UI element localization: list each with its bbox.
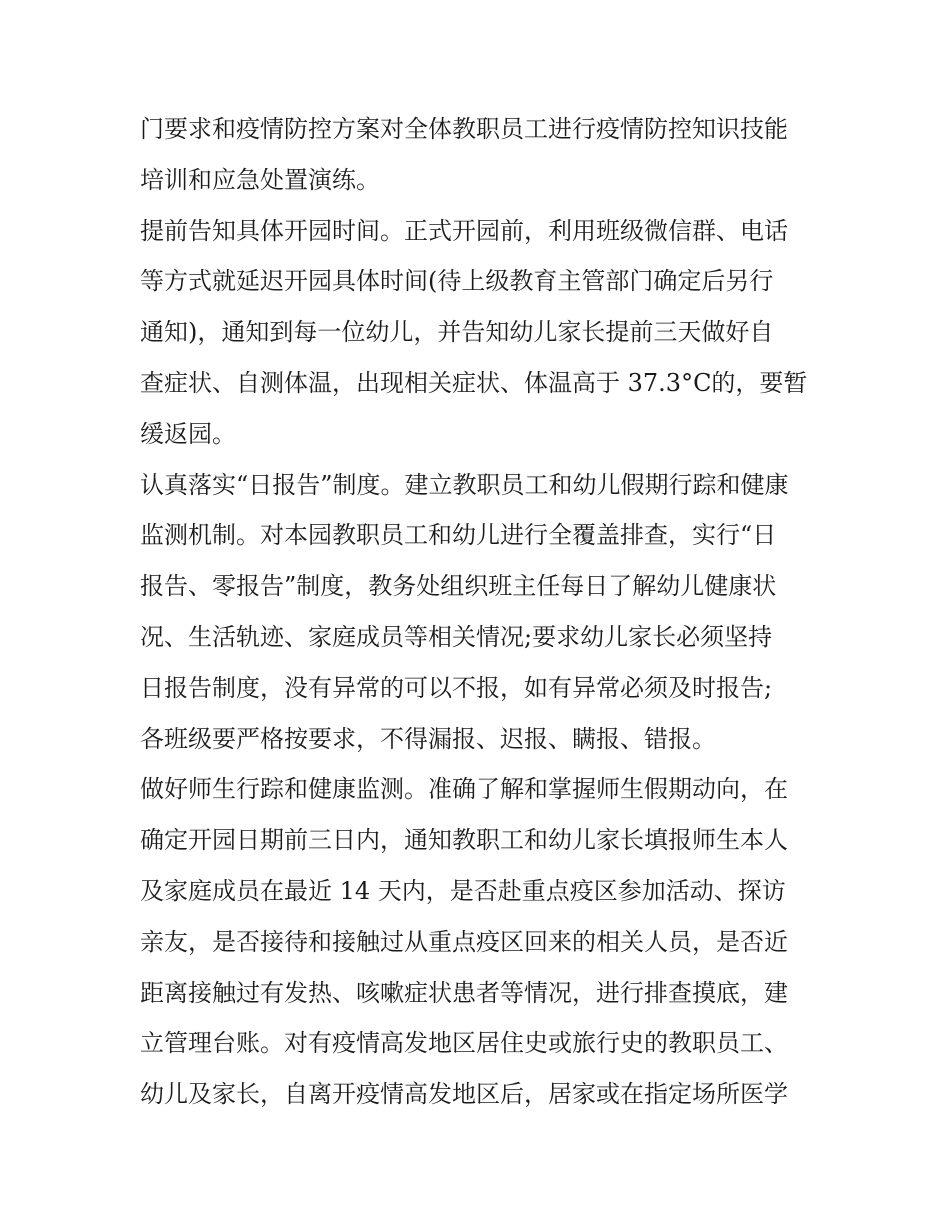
text-line: 查症状、自测体温，出现相关症状、体温高于 37.3°C的，要暂 (140, 368, 808, 397)
text-line: 各班级要严格按要求，不得漏报、迟报、瞒报、错报。 (140, 724, 716, 753)
text-line: 等方式就延迟开园具体时间(待上级教育主管部门确定后另行 (140, 267, 774, 296)
text-line: 日报告制度，没有异常的可以不报，如有异常必须及时报告; (140, 673, 773, 702)
text-line: 立管理台账。对有疫情高发地区居住史或旅行史的教职员工、 (140, 1029, 788, 1058)
text-line: 监测机制。对本园教职员工和幼儿进行全覆盖排查，实行“日 (140, 521, 777, 550)
text-line: 做好师生行踪和健康监测。准确了解和掌握师生假期动向，在 (140, 775, 788, 804)
body-text (140, 104, 820, 1120)
text-line: 亲友，是否接待和接触过从重点疫区回来的相关人员，是否近 (140, 927, 788, 956)
text-line: 缓返园。 (140, 419, 236, 448)
text-line: 培训和应急处置演练。 (140, 165, 380, 194)
text-line: 幼儿及家长，自离开疫情高发地区后，居家或在指定场所医学 (140, 1080, 788, 1109)
text-line: 认真落实“日报告”制度。建立教职员工和幼儿假期行踪和健康 (140, 470, 789, 499)
text-line: 通知)，通知到每一位幼儿，并告知幼儿家长提前三天做好自 (140, 318, 774, 347)
text-line: 确定开园日期前三日内，通知教职工和幼儿家长填报师生本人 (140, 826, 788, 855)
text-line: 况、生活轨迹、家庭成员等相关情况;要求幼儿家长必须坚持 (140, 622, 773, 651)
text-line: 门要求和疫情防控方案对全体教职员工进行疫情防控知识技能 (140, 115, 788, 143)
text-line: 及家庭成员在最近 14 天内，是否赴重点疫区参加活动、探访 (140, 876, 786, 905)
text-line: 距离接触过有发热、咳嗽症状患者等情况，进行排查摸底，建 (140, 978, 788, 1007)
text-line: 提前告知具体开园时间。正式开园前，利用班级微信群、电话 (140, 216, 788, 245)
text-line: 报告、零报告”制度，教务处组织班主任每日了解幼儿健康状 (140, 572, 777, 601)
